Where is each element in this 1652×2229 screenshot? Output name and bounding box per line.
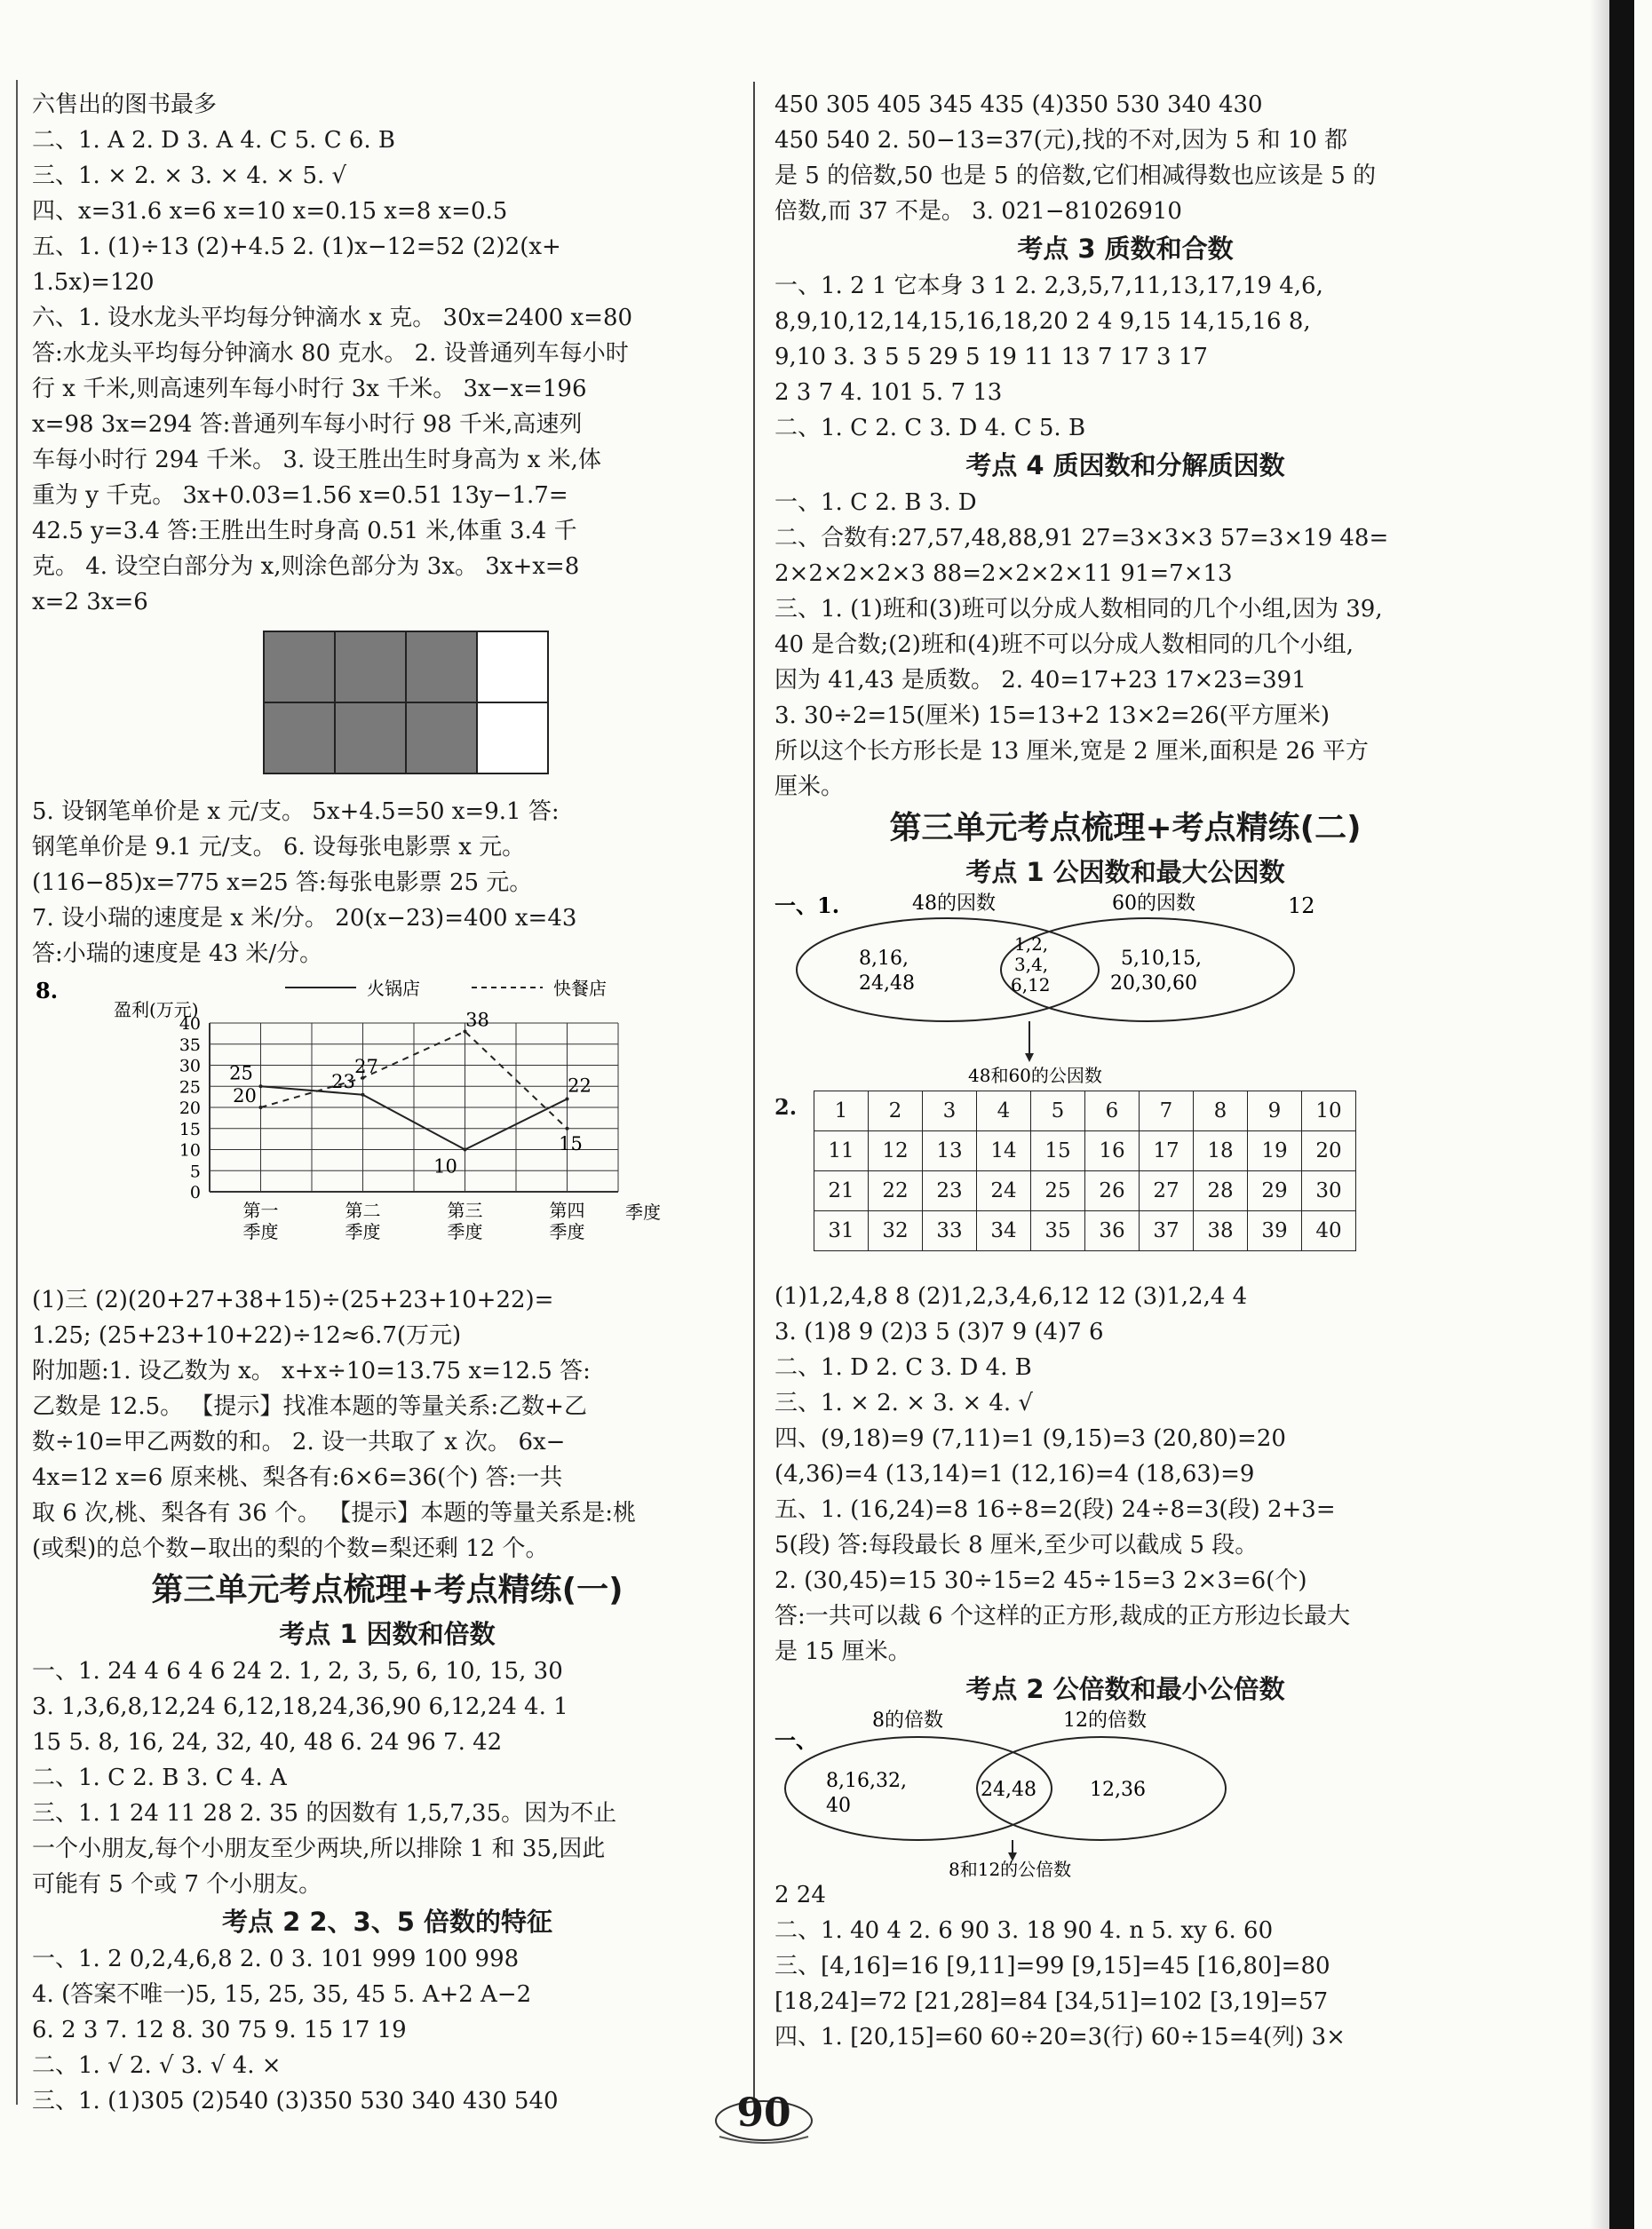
answer-line: 二、1. C 2. C 3. D 4. C 5. B [774,415,1086,441]
data-label: 38 [465,1009,489,1031]
x-tick-label: 季度 [447,1221,483,1242]
grid-cell: 24 [976,1170,1031,1211]
grid-cell: 9 [1247,1091,1302,1131]
grid-cell: 26 [1084,1170,1140,1211]
multiple-venn-diagram [774,1709,1476,1877]
grid-cell: 1 [814,1091,869,1131]
grid-cell: 32 [868,1210,923,1251]
common-multiple-answers [774,1877,1476,2055]
profit-line-chart [32,972,743,1282]
answer-line: 2 24 [774,1882,826,1908]
answer-line: (1)1,2,4,8 8 (2)1,2,3,4,6,12 12 (3)1,2,4 4 [774,1283,1248,1310]
answer-line: 克。 4. 设空白部分为 x,则涂色部分为 3x。 3x+x=8 [32,553,580,580]
answer-line: 六售出的图书最多 [32,91,218,118]
data-label: 22 [568,1075,592,1097]
answer-line: 一、1. 24 4 6 4 6 24 2. 1, 2, 3, 5, 6, 10, 15, 30 [32,1658,563,1685]
grid-cell: 3 [922,1091,977,1131]
answer-line: 三、1. × 2. × 3. × 4. √ [774,1390,1034,1416]
answer-line: x=2 3x=6 [32,589,148,615]
answer-line: 因为 41,43 是质数。 2. 40=17+23 17×23=391 [774,667,1307,694]
answer-line: 4x=12 x=6 原来桃、梨各有:6×6=36(个) 答:一共 [32,1464,563,1491]
venn1-arrow-head [1025,1053,1034,1062]
page-right-edge [1609,0,1634,2229]
answer-line: 取 6 次,桃、梨各有 36 个。 【提示】本题的等量关系是:桃 [32,1500,636,1527]
answer-line: 3. 1,3,6,8,12,24 6,12,18,24,36,90 6,12,24 4. 1 [32,1694,568,1720]
answer-line: 行 x 千米,则高速列车每小时行 3x 千米。 3x−x=196 [32,376,587,402]
answer-line: 7. 设小瑞的速度是 x 米/分。 20(x−23)=400 x=43 [32,905,577,932]
shaded-cell [263,631,336,703]
grid-cell: 35 [1030,1210,1085,1251]
grid-cell: 5 [1030,1091,1085,1131]
answer-line: (116−85)x=775 x=25 答:每张电影票 25 元。 [32,869,533,896]
venn2-common: 24,48 [981,1779,1036,1801]
grid-cell: 20 [1301,1130,1356,1171]
venn2-svg [774,1709,1476,1877]
answer-line: 一、1. C 2. B 3. D [774,489,977,516]
venn1-left-only-1: 8,16, [859,948,909,970]
grid-cell: 7 [1139,1091,1194,1131]
grid-cell: 19 [1247,1130,1302,1171]
answers-block-b [32,794,743,972]
venn2-left-only-1: 8,16,32, [826,1770,907,1792]
y-axis-label: 盈利(万元) [114,999,199,1020]
grid-cell: 21 [814,1170,869,1211]
answer-line: 所以这个长方形长是 13 厘米,宽是 2 厘米,面积是 26 平方 [774,738,1369,765]
grid-cell: 34 [976,1210,1031,1251]
answer-line: 8,9,10,12,14,15,16,18,20 2 4 9,15 14,15,16 8, [774,308,1311,335]
answer-line: 一、1. 2 1 它本身 3 1 2. 2,3,5,7,11,13,17,19 4,6, [774,273,1323,299]
y-tick-label: 10 [179,1140,201,1161]
answer-line: (4,36)=4 (13,14)=1 (12,16)=4 (18,63)=9 [774,1461,1255,1487]
data-label: 20 [233,1085,257,1107]
answer-line: 二、1. D 2. C 3. D 4. B [774,1354,1032,1381]
left-column [32,87,743,2119]
answer-line: 钢笔单价是 9.1 元/支。 6. 设每张电影票 x 元。 [32,834,526,861]
answer-line: 2×2×2×2×3 88=2×2×2×11 91=7×13 [774,560,1233,587]
binding-margin-line [16,80,18,2105]
answer-line: 三、1. × 2. × 3. × 4. × 5. √ [32,163,347,189]
grid-cell: 23 [922,1170,977,1211]
venn1-right-only-2: 20,30,60 [1110,972,1197,995]
legend-label-1: 快餐店 [553,978,607,999]
grid-cell: 38 [1193,1210,1248,1251]
venn2-caption: 8和12的公倍数 [949,1859,1072,1877]
answer-line: 重为 y 千克。 3x+0.03=1.56 x=0.51 13y−1.7= [32,482,568,509]
shaded-cell [334,702,407,774]
grid-cell: 40 [1301,1210,1356,1251]
section-title-unit3-part1: 第三单元考点梳理+考点精练(一) [151,1572,623,1608]
kaodian3-answers [774,268,1476,446]
shaded-cell [405,631,478,703]
venn1-left-label: 48的因数 [912,892,996,915]
venn1-right-label: 60的因数 [1112,892,1195,915]
answer-line: 3. 30÷2=15(厘米) 15=13+2 13×2=26(平方厘米) [774,702,1330,729]
venn1-answer: 12 [1288,893,1315,918]
kaodian2-title: 考点 2 2、3、5 倍数的特征 [221,1907,552,1937]
answer-line: x=98 3x=294 答:普通列车每小时行 98 千米,高速列 [32,411,583,438]
grid-cell: 8 [1193,1091,1248,1131]
answer-line: 六、1. 设水龙头平均每分钟滴水 x 克。 30x=2400 x=80 [32,305,633,331]
answer-line: 一个小朋友,每个小朋友至少两块,所以排除 1 和 35,因此 [32,1836,606,1862]
answer-line: 450 540 2. 50−13=37(元),找的不对,因为 5 和 10 都 [774,127,1348,154]
answer-line: 答:一共可以裁 6 个这样的正方形,裁成的正方形边长最大 [774,1603,1351,1630]
answer-line: 二、1. √ 2. √ 3. √ 4. × [32,2052,282,2079]
grid-cell: 2 [868,1091,923,1131]
grid-cell: 37 [1139,1210,1194,1251]
answers-block-continued [774,87,1476,229]
answer-line: 数÷10=甲乙两数的和。 2. 设一共取了 x 次。 6x− [32,1429,566,1456]
column-divider [753,82,755,2098]
kaodian1-answers [32,1654,743,1902]
grid-cell: 10 [1301,1091,1356,1131]
x-axis-label: 季度 [625,1202,661,1223]
page-number: 90 [736,2090,791,2136]
venn1-common-1: 1,2, [1014,933,1049,955]
answer-line: 四、1. [20,15]=60 60÷20=3(行) 60÷15=4(列) 3× [774,2024,1346,2051]
grid-cell: 17 [1139,1130,1194,1171]
answer-line: 厘米。 [774,773,845,800]
grid-cell: 31 [814,1210,869,1251]
data-label: 25 [229,1062,253,1084]
right-column [774,87,1476,2055]
answer-line: [18,24]=72 [21,28]=84 [34,51]=102 [3,19]=57 [774,1988,1329,2015]
venn1-common-2: 3,4, [1014,954,1049,975]
y-tick-label: 25 [179,1077,201,1098]
kaodian3-title: 考点 3 质数和合数 [1017,234,1234,264]
answer-line: 3. (1)8 9 (2)3 5 (3)7 9 (4)7 6 [774,1319,1104,1345]
grid-prefix: 2. [774,1094,798,1120]
answer-line: 1.5x)=120 [32,269,155,296]
venn1-right-only-1: 5,10,15, [1121,948,1202,970]
answer-line: 五、1. (16,24)=8 16÷8=2(段) 24÷8=3(段) 2+3= [774,1496,1336,1523]
shaded-rectangle-figure [32,620,743,794]
answer-line: 答:水龙头平均每分钟滴水 80 克水。 2. 设普通列车每小时 [32,340,629,367]
answer-line: 40 是合数;(2)班和(4)班不可以分成人数相同的几个小组, [774,631,1354,658]
shaded-cell [263,702,336,774]
venn1-prefix: 一、1. [774,892,840,918]
grid-cell: 36 [1084,1210,1140,1251]
shaded-cell [405,702,478,774]
venn2-prefix: 一、 [774,1727,817,1753]
chart-svg [32,972,743,1282]
x-tick-label: 季度 [242,1221,279,1242]
answer-line: 2. (30,45)=15 30÷15=2 45÷15=3 2×3=6(个) [774,1567,1307,1594]
grid-cell: 33 [922,1210,977,1251]
answer-line: 三、1. (1)305 (2)540 (3)350 530 340 430 540 [32,2088,559,2114]
answer-line: 三、1. (1)班和(3)班可以分成人数相同的几个小组,因为 39, [774,596,1383,623]
answer-line: 二、合数有:27,57,48,88,91 27=3×3×3 57=3×19 48= [774,525,1389,551]
kaodian2-answers [32,1941,743,2119]
data-label: 15 [559,1132,583,1154]
data-point [566,1127,569,1130]
y-tick-label: 0 [189,1183,201,1202]
y-tick-label: 20 [179,1099,201,1118]
answer-line: 1.25; (25+23+10+22)÷12≈6.7(万元) [32,1322,462,1349]
kaodian4-answers [774,485,1476,805]
y-tick-label: 15 [179,1119,201,1139]
x-tick-label: 季度 [345,1221,381,1242]
x-tick-label: 季度 [549,1221,585,1242]
venn1-svg [774,892,1476,1087]
answer-line: (或梨)的总个数−取出的梨的个数=梨还剩 12 个。 [32,1535,549,1562]
answer-line: 可能有 5 个或 7 个小朋友。 [32,1871,322,1898]
venn2-left-label: 8的倍数 [872,1709,943,1732]
answer-line: 42.5 y=3.4 答:王胜出生时身高 0.51 米,体重 3.4 千 [32,518,577,544]
answer-line: 5(段) 答:每段最长 8 厘米,至少可以截成 5 段。 [774,1532,1259,1559]
venn2-right-only: 12,36 [1090,1779,1146,1801]
grid-cell: 25 [1030,1170,1085,1211]
data-point [566,1098,569,1101]
answer-line: 倍数,而 37 不是。 3. 021−81026910 [774,198,1182,225]
grid-cell: 18 [1193,1130,1248,1171]
venn1-caption: 48和60的公因数 [968,1065,1102,1086]
number-grid-figure [774,1087,1476,1279]
kaodian1-title: 考点 1 因数和倍数 [279,1619,496,1649]
grid-cell: 22 [868,1170,923,1211]
grid-cell: 30 [1301,1170,1356,1211]
answer-line: 一、1. 2 0,2,4,6,8 2. 0 3. 101 999 100 998 [32,1946,520,1972]
answer-line: 9,10 3. 3 5 5 29 5 19 11 13 7 17 3 17 [774,344,1208,370]
data-label: 10 [433,1155,457,1178]
x-tick-label: 第二 [345,1200,381,1221]
grid-cell: 12 [868,1130,923,1171]
answer-line: 6. 2 3 7. 12 8. 30 75 9. 15 17 19 [32,2017,407,2043]
answer-line: 五、1. (1)÷13 (2)+4.5 2. (1)x−12=52 (2)2(x+ [32,234,561,260]
y-tick-label: 35 [179,1035,201,1055]
answer-line: 二、1. C 2. B 3. C 4. A [32,1765,287,1791]
answer-line: 答:小瑞的速度是 43 米/分。 [32,940,323,967]
venn2-right-label: 12的倍数 [1063,1709,1147,1732]
common-multiple-title: 考点 2 公倍数和最小公倍数 [965,1674,1285,1704]
x-tick-label: 第四 [549,1200,585,1221]
blank-cell [476,702,549,774]
answer-line: 5. 设钢笔单价是 x 元/支。 5x+4.5=50 x=9.1 答: [32,798,560,825]
section-title-unit3-part2: 第三单元考点梳理+考点精练(二) [889,810,1362,846]
answer-line: 二、1. A 2. D 3. A 4. C 5. C 6. B [32,127,396,154]
venn1-left-only-2: 24,48 [859,972,915,995]
grid-cell: 15 [1030,1130,1085,1171]
factor-venn-diagram [774,892,1476,1087]
answer-line: 乙数是 12.5。 【提示】找准本题的等量关系:乙数+乙 [32,1393,587,1420]
answers-block-c [32,1282,743,1567]
blank-cell [476,631,549,703]
answer-line: 四、x=31.6 x=6 x=10 x=0.15 x=8 x=0.5 [32,198,508,225]
answer-line: 是 5 的倍数,50 也是 5 的倍数,它们相减得数也应该是 5 的 [774,163,1377,189]
data-point [361,1093,365,1097]
answer-line: (1)三 (2)(20+27+38+15)÷(25+23+10+22)= [32,1287,554,1313]
y-tick-label: 30 [179,1056,201,1076]
answer-line: 2 3 7 4. 101 5. 7 13 [774,379,1003,406]
venn1-left-ellipse [797,918,1099,1021]
answer-line: 是 15 厘米。 [774,1638,911,1665]
data-point [464,1148,467,1152]
chart-question-number: 8. [36,978,59,1003]
grid-cell: 14 [976,1130,1031,1171]
data-point [259,1106,263,1109]
grid-cell: 6 [1084,1091,1140,1131]
kaodian4-title: 考点 4 质因数和分解质因数 [965,450,1285,480]
common-factor-title: 考点 1 公因数和最大公因数 [965,857,1285,887]
answer-line: 二、1. 40 4 2. 6 90 3. 18 90 4. n 5. xy 6. 60 [774,1917,1274,1944]
answer-line: 三、1. 1 24 11 28 2. 35 的因数有 1,5,7,35。因为不止 [32,1800,617,1827]
answer-line: 4. (答案不唯一)5, 15, 25, 35, 45 5. A+2 A−2 [32,1981,532,2008]
x-tick-label: 第三 [447,1200,483,1221]
data-label: 27 [354,1055,378,1077]
data-point [259,1084,263,1088]
answers-block-a [32,87,743,620]
answer-line: 三、[4,16]=16 [9,11]=99 [9,15]=45 [16,80]=80 [774,1953,1330,1979]
answer-line: 四、(9,18)=9 (7,11)=1 (9,15)=3 (20,80)=20 [774,1425,1286,1452]
grid-cell: 39 [1247,1210,1302,1251]
data-label: 23 [331,1070,355,1092]
legend-label-0: 火锅店 [367,978,420,999]
answer-line: 车每小时行 294 千米。 3. 设王胜出生时身高为 x 米,体 [32,447,601,473]
grid-cell: 28 [1193,1170,1248,1211]
grid-cell: 27 [1139,1170,1194,1211]
x-tick-label: 第一 [242,1200,279,1221]
answer-line: 附加题:1. 设乙数为 x。 x+x÷10=13.75 x=12.5 答: [32,1358,591,1384]
page-edge-shadow [1590,0,1609,2229]
answer-line: 450 305 405 345 435 (4)350 530 340 430 [774,91,1263,118]
answer-line: 15 5. 8, 16, 24, 32, 40, 48 6. 24 96 7. 42 [32,1729,503,1756]
common-factor-answers [774,1279,1476,1670]
grid-cell: 11 [814,1130,869,1171]
grid-cell: 13 [922,1130,977,1171]
grid-cell: 16 [1084,1130,1140,1171]
venn2-left-only-2: 40 [826,1795,851,1817]
venn1-common-3: 6,12 [1011,974,1051,996]
shaded-cell [334,631,407,703]
y-tick-label: 40 [179,1014,201,1034]
y-tick-label: 5 [189,1162,201,1182]
grid-cell: 4 [976,1091,1031,1131]
grid-cell: 29 [1247,1170,1302,1211]
